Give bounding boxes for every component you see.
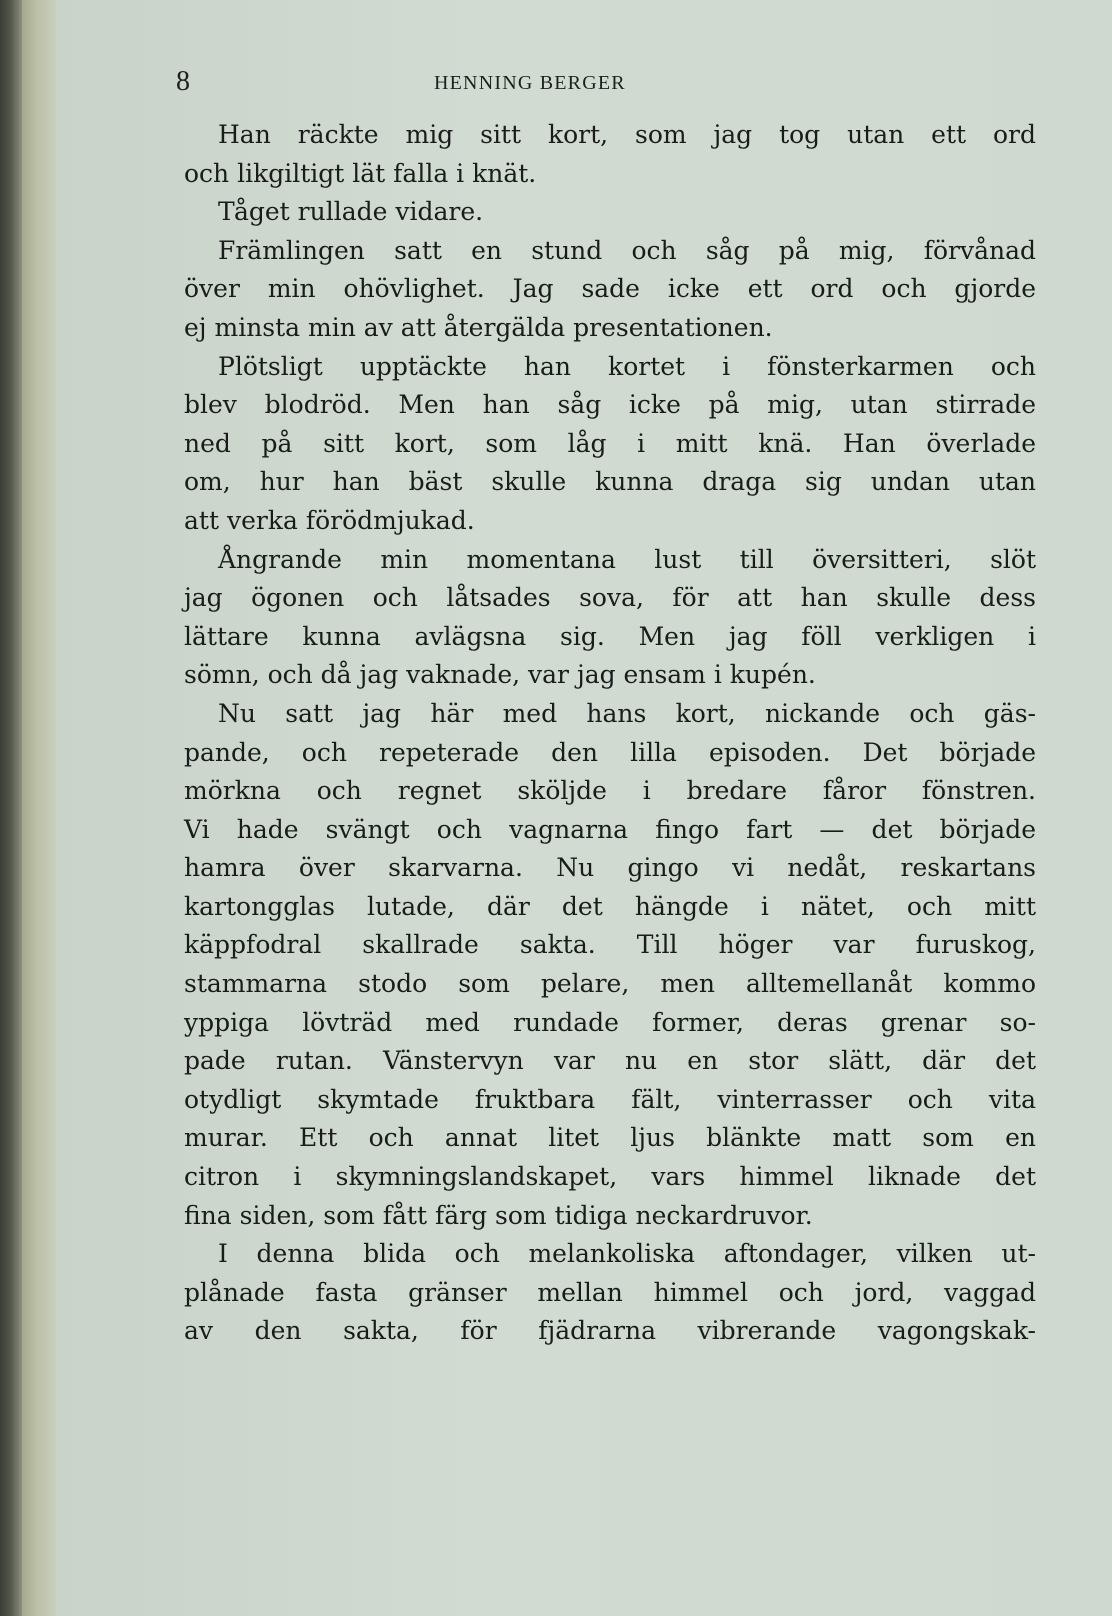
text-line: pade rutan. Vänstervyn var nu en stor slätt, där det [184, 1046, 1036, 1076]
text-line: otydligt skymtade fruktbara fält, vinterrasser och vita [184, 1084, 1036, 1114]
text-line: citron i skymningslandskapet, vars himmel liknade det [184, 1162, 1036, 1192]
text-line: Tåget rullade vidare. [218, 197, 484, 227]
text-line: Nu satt jag här med hans kort, nickande och gäs- [218, 698, 1036, 728]
text-line: fina siden, som fått färg som tidiga neckardruvor. [184, 1200, 813, 1230]
text-line: blev blodröd. Men han såg icke på mig, utan stirrade [184, 390, 1036, 420]
body-text [184, 116, 1036, 1351]
text-line: ned på sitt kort, som låg i mitt knä. Han överlade [184, 428, 1036, 458]
text-line: plånade fasta gränser mellan himmel och jord, vaggad [184, 1277, 1036, 1307]
text-line: I denna blida och melankoliska aftondager, vilken ut- [218, 1239, 1036, 1269]
text-line: ej minsta min av att återgälda presentationen. [184, 312, 773, 342]
text-line: mörkna och regnet sköljde i bredare fåror fönstren. [184, 776, 1036, 806]
page [56, 0, 1112, 1616]
book-gutter [22, 0, 56, 1616]
text-line: käppfodral skallrade sakta. Till höger var furuskog, [184, 930, 1036, 960]
text-line: lättare kunna avlägsna sig. Men jag föll verkligen i [184, 621, 1036, 651]
text-line: pande, och repeterade den lilla episoden. Det började [184, 737, 1036, 767]
page-header [176, 66, 716, 100]
text-line: av den sakta, för fjädrarna vibrerande vagongskak- [184, 1316, 1036, 1346]
text-line: Han räckte mig sitt kort, som jag tog utan ett ord [218, 120, 1036, 149]
text-line: Vi hade svängt och vagnarna fingo fart — det började [184, 814, 1036, 844]
page-number: 8 [176, 66, 190, 97]
text-line: sömn, och då jag vaknade, var jag ensam i kupén. [184, 660, 816, 690]
text-line: Främlingen satt en stund och såg på mig, förvånad [218, 235, 1036, 265]
text-line: yppiga lövträd med rundade former, deras grenar so- [184, 1007, 1036, 1037]
book-spine-shadow [0, 0, 22, 1616]
text-line: och likgiltigt lät falla i knät. [184, 158, 537, 188]
text-line: över min ohövlighet. Jag sade icke ett ord och gjorde [184, 274, 1036, 304]
text-line: hamra över skarvarna. Nu gingo vi nedåt, reskartans [184, 853, 1036, 883]
text-line: murar. Ett och annat litet ljus blänkte matt som en [184, 1123, 1036, 1153]
text-line: att verka förödmjukad. [184, 505, 475, 535]
text-line: kartongglas lutade, där det hängde i nätet, och mitt [184, 891, 1036, 921]
running-head: HENNING BERGER [434, 72, 626, 94]
text-line: Plötsligt upptäckte han kortet i fönsterkarmen och [218, 351, 1036, 381]
text-line: jag ögonen och låtsades sova, för att han skulle dess [184, 583, 1036, 613]
text-line: om, hur han bäst skulle kunna draga sig undan utan [184, 467, 1036, 497]
text-line: stammarna stodo som pelare, men alltemellanåt kommo [184, 969, 1036, 999]
text-line: Ångrande min momentana lust till översitteri, slöt [218, 544, 1036, 574]
